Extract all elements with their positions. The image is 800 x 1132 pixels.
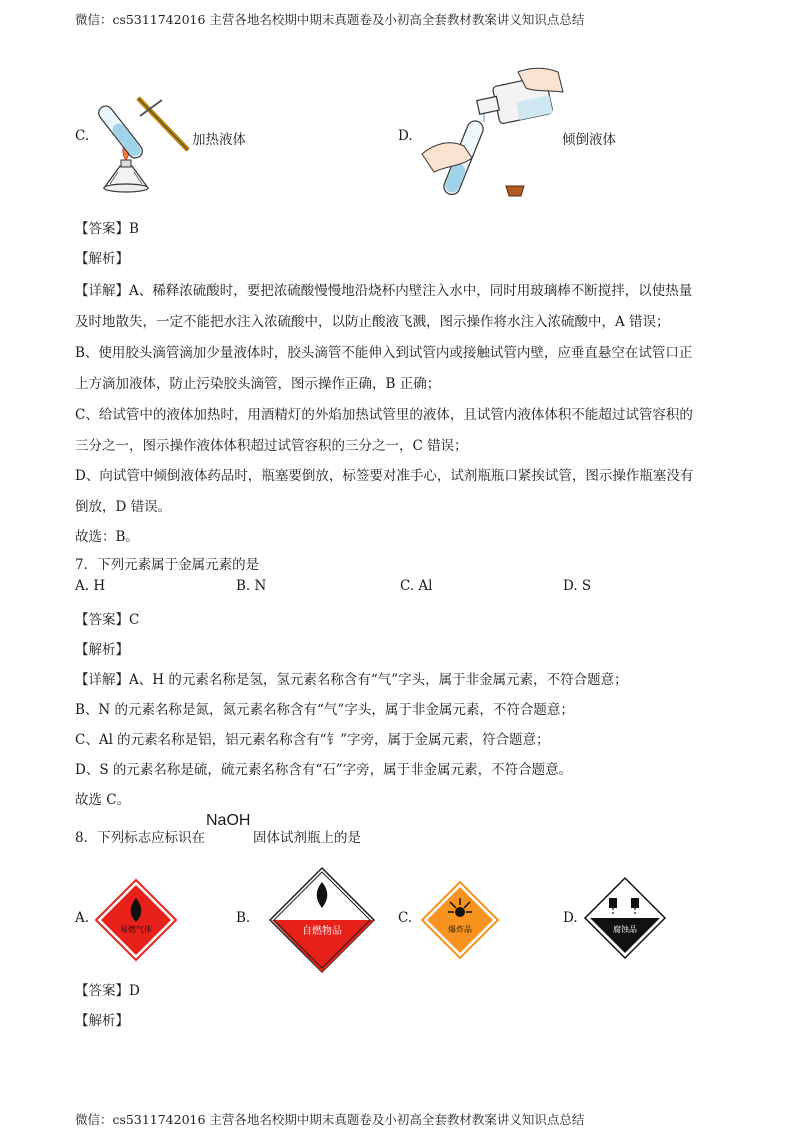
q8-answer: 【答案】D	[75, 983, 140, 999]
q8-formula: NaOH	[206, 812, 251, 829]
pouring-liquid-illustration	[418, 62, 568, 202]
sign-c-text: 爆炸品	[448, 925, 472, 934]
q6-analysis-label: 【解析】	[75, 251, 129, 267]
q7-option-b: B. N	[236, 578, 267, 594]
q7-detail-line: 【详解】A、H 的元素名称是氢，氢元素名称含有“气”字头，属于非金属元素，不符合题意；	[75, 672, 628, 688]
q8-stem-suffix: 固体试剂瓶上的是	[253, 830, 361, 846]
q6-detail-line: C、给试管中的液体加热时，用酒精灯的外焰加热试管里的液体，且试管内液体体积不能超过试管容积的	[75, 407, 693, 423]
page-header: 微信：cs5311742016 主营各地名校期中期末真题卷及小初高全套教材教案讲义知识点总结	[75, 12, 585, 27]
q6-detail-line: 【详解】A、稀释浓硫酸时，要把浓硫酸慢慢地沿烧杯内壁注入水中，同时用玻璃棒不断搅拌，以使热量	[75, 283, 693, 299]
page-footer: 微信：cs5311742016 主营各地名校期中期末真题卷及小初高全套教材教案讲义知识点总结	[75, 1112, 585, 1127]
q7-detail-line: D、S 的元素名称是硫，硫元素名称含有“石”字旁，属于非金属元素，不符合题意。	[75, 762, 573, 778]
spontaneous-combustion-sign	[268, 866, 376, 974]
q7-conclusion: 故选 C。	[75, 792, 131, 808]
q6-detail-line: B、使用胶头滴管滴加少量液体时，胶头滴管不能伸入到试管内或接触试管内壁，应垂直悬空在试管口正	[75, 345, 693, 361]
q7-stem: 7．下列元素属于金属元素的是	[75, 557, 260, 573]
q7-options	[75, 578, 695, 600]
q7-answer: 【答案】C	[75, 612, 140, 628]
corrosive-sign	[583, 876, 667, 960]
sign-a-text: 易燃气体	[120, 925, 152, 934]
q6-option-c-caption: 加热液体	[192, 132, 246, 148]
q7-option-d: D. S	[563, 578, 592, 594]
q8-option-b-letter: B.	[236, 910, 251, 926]
sign-d-text: 腐蚀品	[613, 925, 637, 934]
q6-detail-line: 及时地散失，一定不能把水注入浓硫酸中，以防止酸液飞溅，图示操作将水注入浓硫酸中，A 错误；	[75, 314, 670, 330]
q8-option-a-letter: A.	[75, 910, 90, 926]
q8-option-d-letter: D.	[563, 910, 578, 926]
q7-analysis-label: 【解析】	[75, 642, 129, 658]
explosive-sign	[420, 880, 500, 960]
q6-detail-line: 倒放，D 错误。	[75, 499, 172, 515]
q6-detail-line: 上方滴加液体，防止污染胶头滴管，图示操作正确，B 正确；	[75, 376, 441, 392]
q8-stem-prefix: 8．下列标志应标识在	[75, 830, 206, 846]
q6-detail-line: 三分之一，图示操作液体体积超过试管容积的三分之一，C 错误；	[75, 438, 468, 454]
q7-detail-line: C、Al 的元素名称是铝，铝元素名称含有“钅”字旁，属于金属元素，符合题意；	[75, 732, 550, 748]
q7-option-a: A. H	[75, 578, 106, 594]
heating-liquid-illustration	[90, 88, 200, 200]
q6-option-d-caption: 倾倒液体	[562, 132, 616, 148]
q7-option-c: C. Al	[400, 578, 433, 594]
q6-option-d-letter: D.	[398, 128, 413, 144]
sign-b-text: 自燃物品	[302, 926, 342, 937]
flammable-gas-sign	[94, 878, 178, 962]
q6-answer: 【答案】B	[75, 221, 139, 237]
q6-conclusion: 故选：B。	[75, 529, 139, 545]
q8-analysis-label: 【解析】	[75, 1013, 129, 1029]
q8-option-c-letter: C.	[398, 910, 413, 926]
q6-detail-line: D、向试管中倾倒液体药品时，瓶塞要倒放，标签要对准手心，试剂瓶瓶口紧挨试管，图示操作瓶塞没有	[75, 468, 694, 484]
q7-detail-line: B、N 的元素名称是氮，氮元素名称含有“气”字头，属于非金属元素，不符合题意；	[75, 702, 574, 718]
q6-option-c-letter: C.	[75, 128, 90, 144]
